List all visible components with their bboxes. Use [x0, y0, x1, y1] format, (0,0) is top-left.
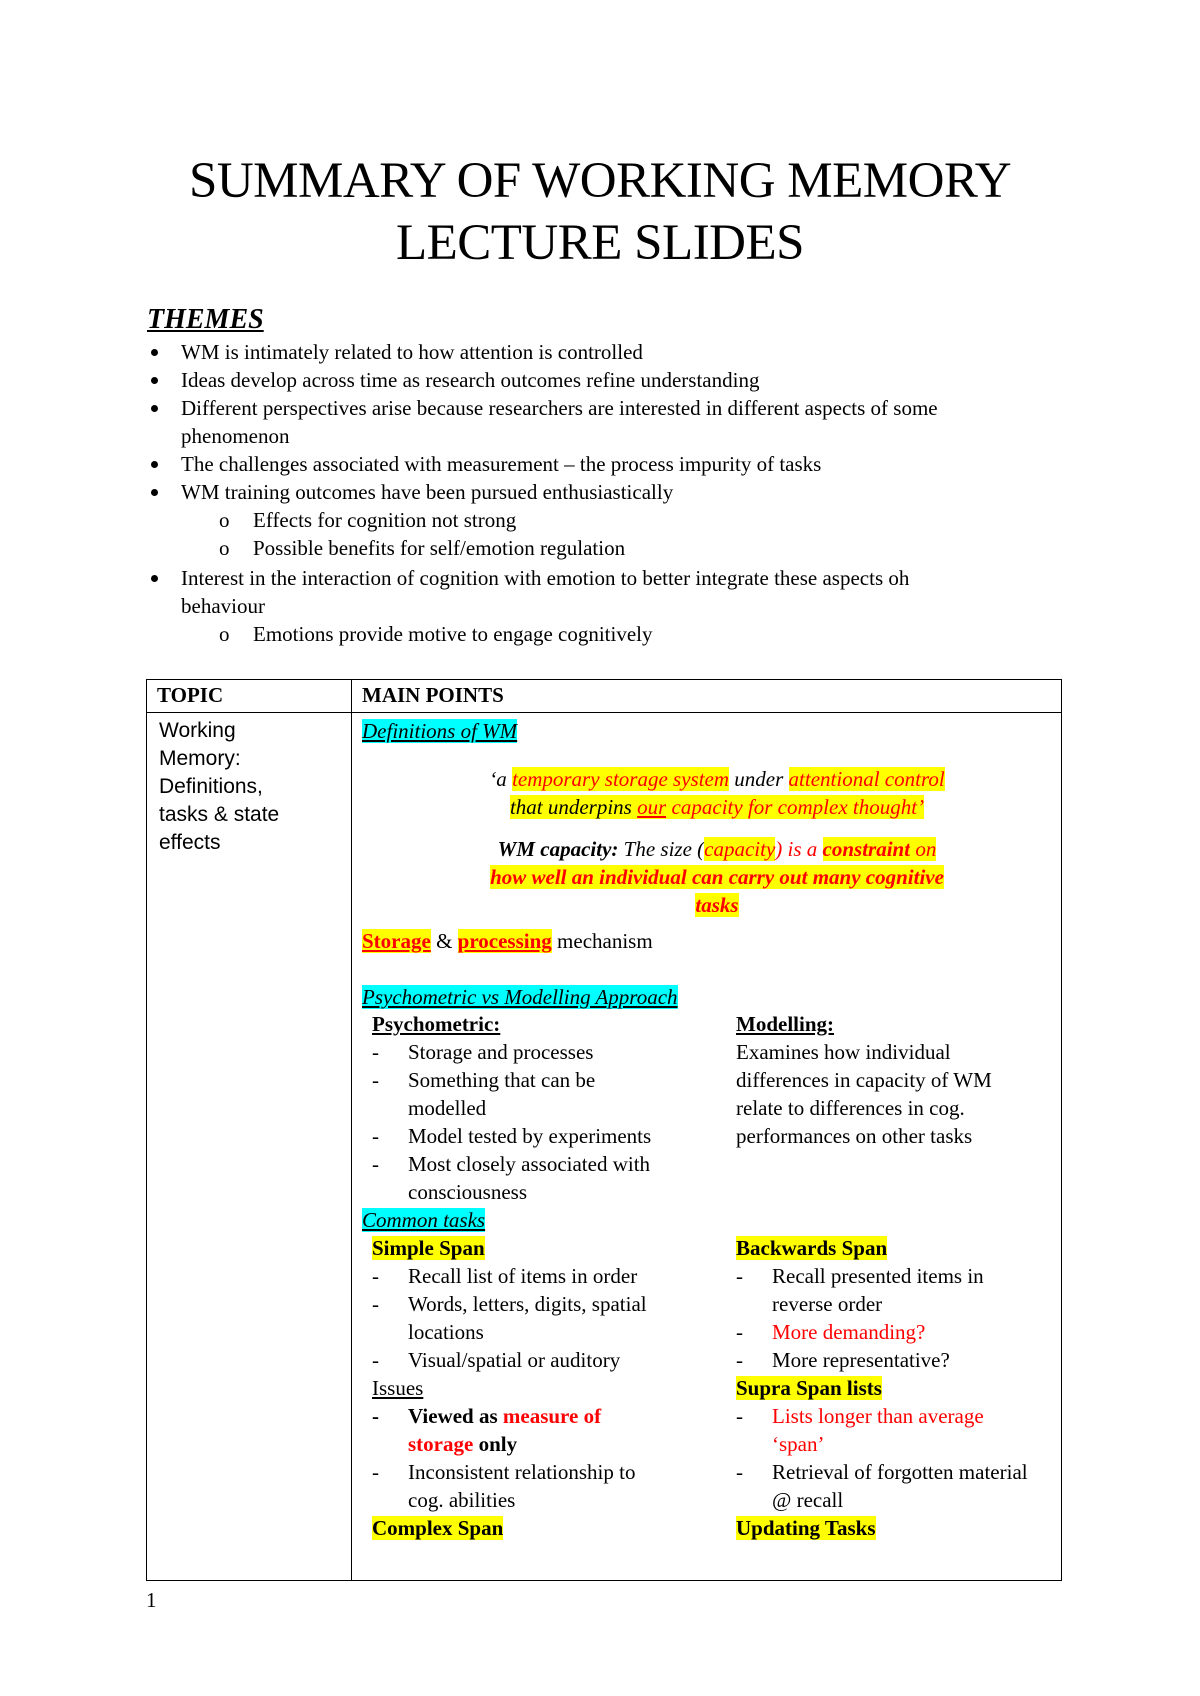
- theme-item: [147, 338, 1077, 366]
- supra-span-item-cont: @ recall: [772, 1488, 844, 1512]
- backwards-span-heading: [736, 1234, 887, 1262]
- document-title: [130, 150, 1070, 274]
- themes-list: [147, 338, 1077, 648]
- title-line-2: LECTURE SLIDES: [395, 215, 805, 271]
- title-line-1: SUMMARY OF WORKING MEMORY: [188, 153, 1012, 209]
- sub-bullet-icon: o: [219, 508, 230, 532]
- capacity-highlight: capacity: [704, 837, 776, 861]
- dash-icon: -: [372, 1292, 379, 1316]
- modelling-line: performances on other tasks: [736, 1124, 973, 1148]
- common-tasks-heading: [362, 1206, 485, 1234]
- bullet-icon: [151, 405, 158, 412]
- psychometric-item-cont: modelled: [408, 1096, 487, 1120]
- issue-text-cont: cog. abilities: [408, 1488, 516, 1512]
- dash-icon: -: [372, 1040, 379, 1064]
- header-topic: TOPIC: [147, 680, 352, 713]
- dash-icon: -: [372, 1348, 379, 1372]
- topic-line: tasks & state: [159, 803, 280, 826]
- storage-processing-line: [362, 927, 653, 955]
- definitions-heading: [362, 717, 517, 745]
- backwards-span-item-cont: reverse order: [772, 1292, 883, 1316]
- backwards-span-item: More representative?: [772, 1348, 950, 1372]
- quote-highlight: capacity for complex thought’: [666, 795, 925, 819]
- dash-icon: -: [736, 1264, 743, 1288]
- storage-highlight: Storage: [362, 929, 431, 953]
- modelling-text: [736, 1038, 992, 1150]
- psychometric-item: Model tested by experiments: [408, 1124, 652, 1148]
- issue-highlight: storage: [408, 1432, 474, 1456]
- theme-text: Ideas develop across time as research outcomes refine understanding: [181, 368, 760, 392]
- dash-icon: -: [372, 1124, 379, 1148]
- quote-highlight: temporary storage system: [512, 767, 730, 791]
- bullet-icon: [151, 377, 158, 384]
- dash-icon: -: [372, 1264, 379, 1288]
- summary-table: [146, 679, 1062, 1581]
- sub-bullet-icon: o: [219, 622, 230, 646]
- theme-subitem: [147, 534, 1077, 562]
- definitions-heading-text: Definitions of WM: [362, 719, 518, 743]
- table-row: [147, 713, 1062, 1581]
- dash-icon: -: [736, 1404, 743, 1428]
- theme-item: [147, 478, 1077, 506]
- theme-text: WM is intimately related to how attention is controlled: [181, 340, 643, 364]
- issue-highlight: measure of: [502, 1404, 602, 1428]
- bullet-icon: [151, 489, 158, 496]
- theme-text: The challenges associated with measurement – the process impurity of tasks: [181, 452, 822, 476]
- theme-subitem: [147, 620, 1077, 648]
- issue-text: Viewed as: [408, 1404, 503, 1428]
- topic-line: effects: [159, 831, 221, 854]
- bullet-icon: [151, 461, 158, 468]
- mechanism-text: mechanism: [551, 929, 653, 953]
- approach-heading: [362, 983, 678, 1011]
- theme-text: Different perspectives arise because researchers are interested in different aspects of some: [181, 396, 938, 420]
- supra-span-item: Retrieval of forgotten material: [772, 1460, 1028, 1484]
- themes-heading: THEMES: [147, 304, 264, 335]
- processing-highlight: processing: [457, 929, 552, 953]
- simple-span-heading: [372, 1234, 485, 1262]
- definition-quote: [352, 765, 1082, 821]
- page-number: 1: [146, 1588, 157, 1612]
- capacity-label: WM capacity:: [497, 837, 619, 861]
- modelling-line: Examines how individual: [736, 1040, 951, 1064]
- amp-text: &: [430, 929, 458, 953]
- wm-capacity-definition: [352, 835, 1082, 919]
- issue-text: only: [473, 1432, 518, 1456]
- simple-span-item: Visual/spatial or auditory: [408, 1348, 621, 1372]
- psychometric-item-cont: consciousness: [408, 1180, 527, 1204]
- bullet-icon: [151, 575, 158, 582]
- capacity-highlight: tasks: [695, 893, 739, 917]
- dash-icon: -: [372, 1404, 379, 1428]
- modelling-line: relate to differences in cog.: [736, 1096, 965, 1120]
- dash-icon: -: [372, 1068, 379, 1092]
- supra-span-heading: Supra Span lists: [736, 1376, 882, 1400]
- supra-span-item-cont: ‘span’: [772, 1432, 825, 1456]
- modelling-line: differences in capacity of WM: [736, 1068, 992, 1092]
- topic-cell: [147, 713, 352, 1581]
- topic-line: Memory:: [159, 747, 241, 770]
- complex-span-heading: Complex Span: [372, 1516, 504, 1540]
- quote-part: ‘a: [489, 767, 513, 791]
- capacity-part: ) is a: [775, 837, 823, 861]
- dash-icon: -: [372, 1460, 379, 1484]
- capacity-highlight: constraint: [822, 837, 911, 861]
- psychometric-heading: Psychometric:: [372, 1012, 501, 1036]
- quote-part: under: [729, 767, 789, 791]
- approach-heading-text: Psychometric vs Modelling Approach: [362, 985, 678, 1009]
- backwards-span-item: More demanding?: [772, 1320, 926, 1344]
- simple-span-item: Recall list of items in order: [408, 1264, 638, 1288]
- bullet-icon: [151, 349, 158, 356]
- theme-subtext: Possible benefits for self/emotion regulation: [253, 536, 626, 560]
- modelling-heading: Modelling:: [736, 1012, 834, 1036]
- backwards-span-item: Recall presented items in: [772, 1264, 984, 1288]
- capacity-part: on: [910, 837, 937, 861]
- theme-text: Interest in the interaction of cognition with emotion to better integrate these aspects oh: [181, 566, 910, 590]
- backwards-span-list: [736, 1262, 1028, 1542]
- simple-span-item-cont: locations: [408, 1320, 484, 1344]
- backwards-span-heading-text: Backwards Span: [736, 1236, 888, 1260]
- theme-item: [147, 450, 1077, 478]
- theme-text: WM training outcomes have been pursued enthusiastically: [181, 480, 674, 504]
- theme-subtext: Effects for cognition not strong: [253, 508, 517, 532]
- table-header-row: [147, 680, 1062, 713]
- simple-span-list: [372, 1262, 647, 1542]
- simple-span-heading-text: Simple Span: [372, 1236, 485, 1260]
- dash-icon: -: [736, 1320, 743, 1344]
- dash-icon: -: [372, 1152, 379, 1176]
- dash-icon: -: [736, 1348, 743, 1372]
- main-points-cell: [352, 713, 1062, 1581]
- theme-item: [147, 394, 1077, 450]
- quote-part: that underpins: [509, 795, 638, 819]
- capacity-highlight: how well an individual can carry out many cognitive: [490, 865, 944, 889]
- issues-heading: Issues: [372, 1376, 424, 1400]
- theme-text-cont: behaviour: [181, 594, 265, 618]
- psychometric-item: Something that can be: [408, 1068, 596, 1092]
- updating-tasks-heading: Updating Tasks: [736, 1516, 876, 1540]
- theme-subtext: Emotions provide motive to engage cognitively: [253, 622, 653, 646]
- psychometric-item: Storage and processes: [408, 1040, 594, 1064]
- header-main-points: MAIN POINTS: [352, 680, 1062, 713]
- capacity-part: The size (: [618, 837, 705, 861]
- psychometric-item: Most closely associated with: [408, 1152, 651, 1176]
- theme-item: [147, 564, 1077, 620]
- quote-highlight: our: [637, 795, 667, 819]
- topic-line: Working: [159, 719, 236, 742]
- simple-span-item: Words, letters, digits, spatial: [408, 1292, 647, 1316]
- common-tasks-heading-text: Common tasks: [362, 1208, 486, 1232]
- quote-highlight: attentional control: [788, 767, 945, 791]
- theme-subitem: [147, 506, 1077, 534]
- dash-icon: -: [736, 1460, 743, 1484]
- supra-span-item: Lists longer than average: [772, 1404, 984, 1428]
- theme-text-cont: phenomenon: [181, 424, 290, 448]
- sub-bullet-icon: o: [219, 536, 230, 560]
- theme-item: [147, 366, 1077, 394]
- issue-text: Inconsistent relationship to: [408, 1460, 636, 1484]
- topic-line: Definitions,: [159, 775, 263, 798]
